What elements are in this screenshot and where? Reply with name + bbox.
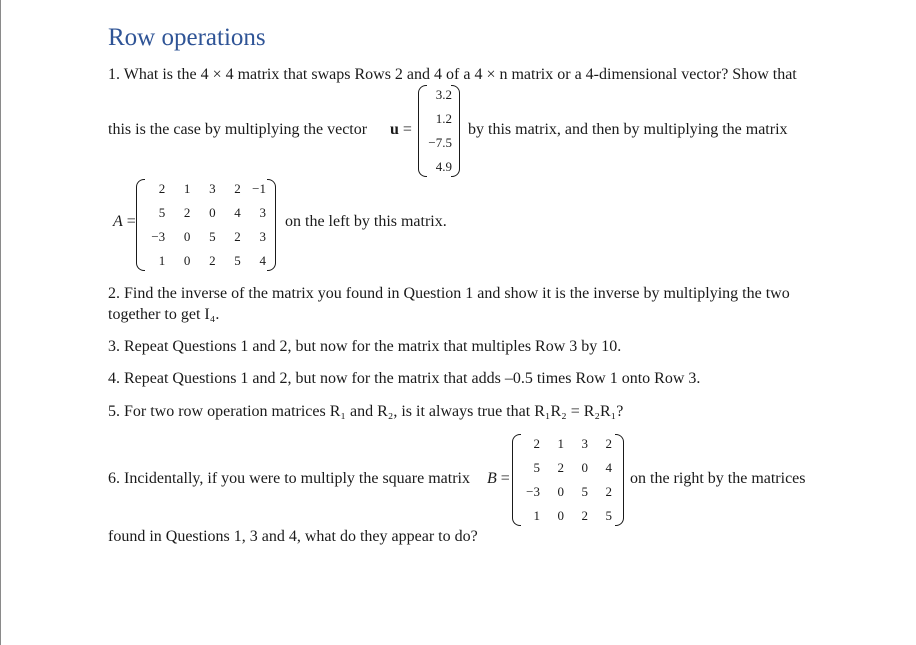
matrix-a-entry: 0 bbox=[209, 205, 216, 220]
q6-text-b: on the right by the matrices bbox=[630, 470, 806, 487]
matrix-b-entry: 1 bbox=[533, 508, 540, 523]
matrix-b-entry: 2 bbox=[557, 460, 564, 475]
matrix-b-entry: −3 bbox=[526, 484, 540, 499]
matrix-a-entry: 3 bbox=[209, 181, 216, 196]
matrix-b-entry: 2 bbox=[581, 508, 588, 523]
matrix-a-entry: −1 bbox=[252, 181, 266, 196]
matrix-a-entry: 5 bbox=[209, 229, 216, 244]
matrix-a-entry: 2 bbox=[158, 181, 166, 196]
vector-entry: −7.5 bbox=[428, 135, 452, 150]
matrix-a-entry: 2 bbox=[209, 253, 216, 268]
page-title: Row operations bbox=[108, 24, 266, 51]
matrix-a-entry: 0 bbox=[183, 253, 191, 268]
q2-line1: 2. Find the inverse of the matrix you found in Question 1 and show it is the inverse by multiplying the two bbox=[108, 285, 790, 302]
matrix-a-entry: 2 bbox=[234, 181, 241, 196]
q1-line2-b: by this matrix, and then by multiplying the matrix bbox=[468, 121, 788, 138]
matrix-a-entry: 1 bbox=[183, 181, 191, 196]
matrix-a-entry: 4 bbox=[259, 253, 266, 268]
matrix-a-equals: = bbox=[122, 213, 136, 230]
page-edge bbox=[0, 0, 1, 645]
matrix-b-entry: 1 bbox=[557, 436, 564, 451]
q6-text-c: found in Questions 1, 3 and 4, what do they appear to do? bbox=[108, 528, 478, 545]
matrix-a-entry: 5 bbox=[158, 205, 166, 220]
matrix-b-entry: 3 bbox=[581, 436, 588, 451]
vector-entry: 1.2 bbox=[435, 111, 452, 126]
matrix-a-entry: 5 bbox=[234, 253, 241, 268]
matrix-b-entry: 2 bbox=[533, 436, 540, 451]
matrix-a-label: A bbox=[113, 213, 123, 230]
matrix-b-entry: 0 bbox=[557, 508, 564, 523]
matrix-a-entry: −3 bbox=[151, 229, 166, 244]
q1-line3: on the left by this matrix. bbox=[285, 213, 447, 230]
matrix-a-entry: 0 bbox=[183, 229, 191, 244]
matrix-a-entry: 1 bbox=[158, 253, 166, 268]
matrix-a-entry: 2 bbox=[183, 205, 191, 220]
vector-entry: 3.2 bbox=[435, 87, 452, 102]
matrix-a-entry: 4 bbox=[234, 205, 241, 220]
q1-line1: 1. What is the 4 × 4 matrix that swaps Rows 2 and 4 of a 4 × n matrix or a 4-dimensional vector? Show that bbox=[108, 66, 797, 83]
matrix-a-entry: 3 bbox=[259, 229, 266, 244]
q2-line2: together to get I₄. bbox=[108, 306, 220, 323]
q6-text-a: 6. Incidentally, if you were to multiply the square matrix bbox=[108, 470, 470, 487]
matrix-b-entry: 5 bbox=[581, 484, 588, 499]
matrix-b-entry: 2 bbox=[605, 484, 612, 499]
matrix-a-entry: 3 bbox=[259, 205, 266, 220]
matrix-a-entry: 2 bbox=[234, 229, 241, 244]
q3-text: 3. Repeat Questions 1 and 2, but now for the matrix that multiples Row 3 by 10. bbox=[108, 338, 622, 355]
matrix-b-entry: 5 bbox=[533, 460, 540, 475]
matrix-b-entry: 0 bbox=[557, 484, 564, 499]
matrix-b-entry: 2 bbox=[605, 436, 612, 451]
q5-text: 5. For two row operation matrices R₁ and R₂, is it always true that R₁R₂ = R₂R₁? bbox=[108, 403, 624, 420]
q4-text: 4. Repeat Questions 1 and 2, but now for the matrix that adds –0.5 times Row 1 onto Row 3. bbox=[108, 370, 701, 387]
matrix-b-entry: 0 bbox=[581, 460, 588, 475]
vector-u bbox=[418, 85, 460, 177]
vector-u-label: u bbox=[390, 121, 399, 138]
matrix-b-entry: 5 bbox=[605, 508, 612, 523]
matrix-b-entry: 4 bbox=[605, 460, 612, 475]
matrix-b-label: B bbox=[487, 470, 497, 487]
vector-entry: 4.9 bbox=[435, 159, 452, 174]
matrix-a bbox=[136, 179, 276, 271]
vector-u-equals: = bbox=[398, 121, 412, 138]
q1-line2-a: this is the case by multiplying the vector bbox=[108, 121, 368, 138]
matrix-b bbox=[512, 434, 624, 526]
matrix-b-equals: = bbox=[496, 470, 510, 487]
